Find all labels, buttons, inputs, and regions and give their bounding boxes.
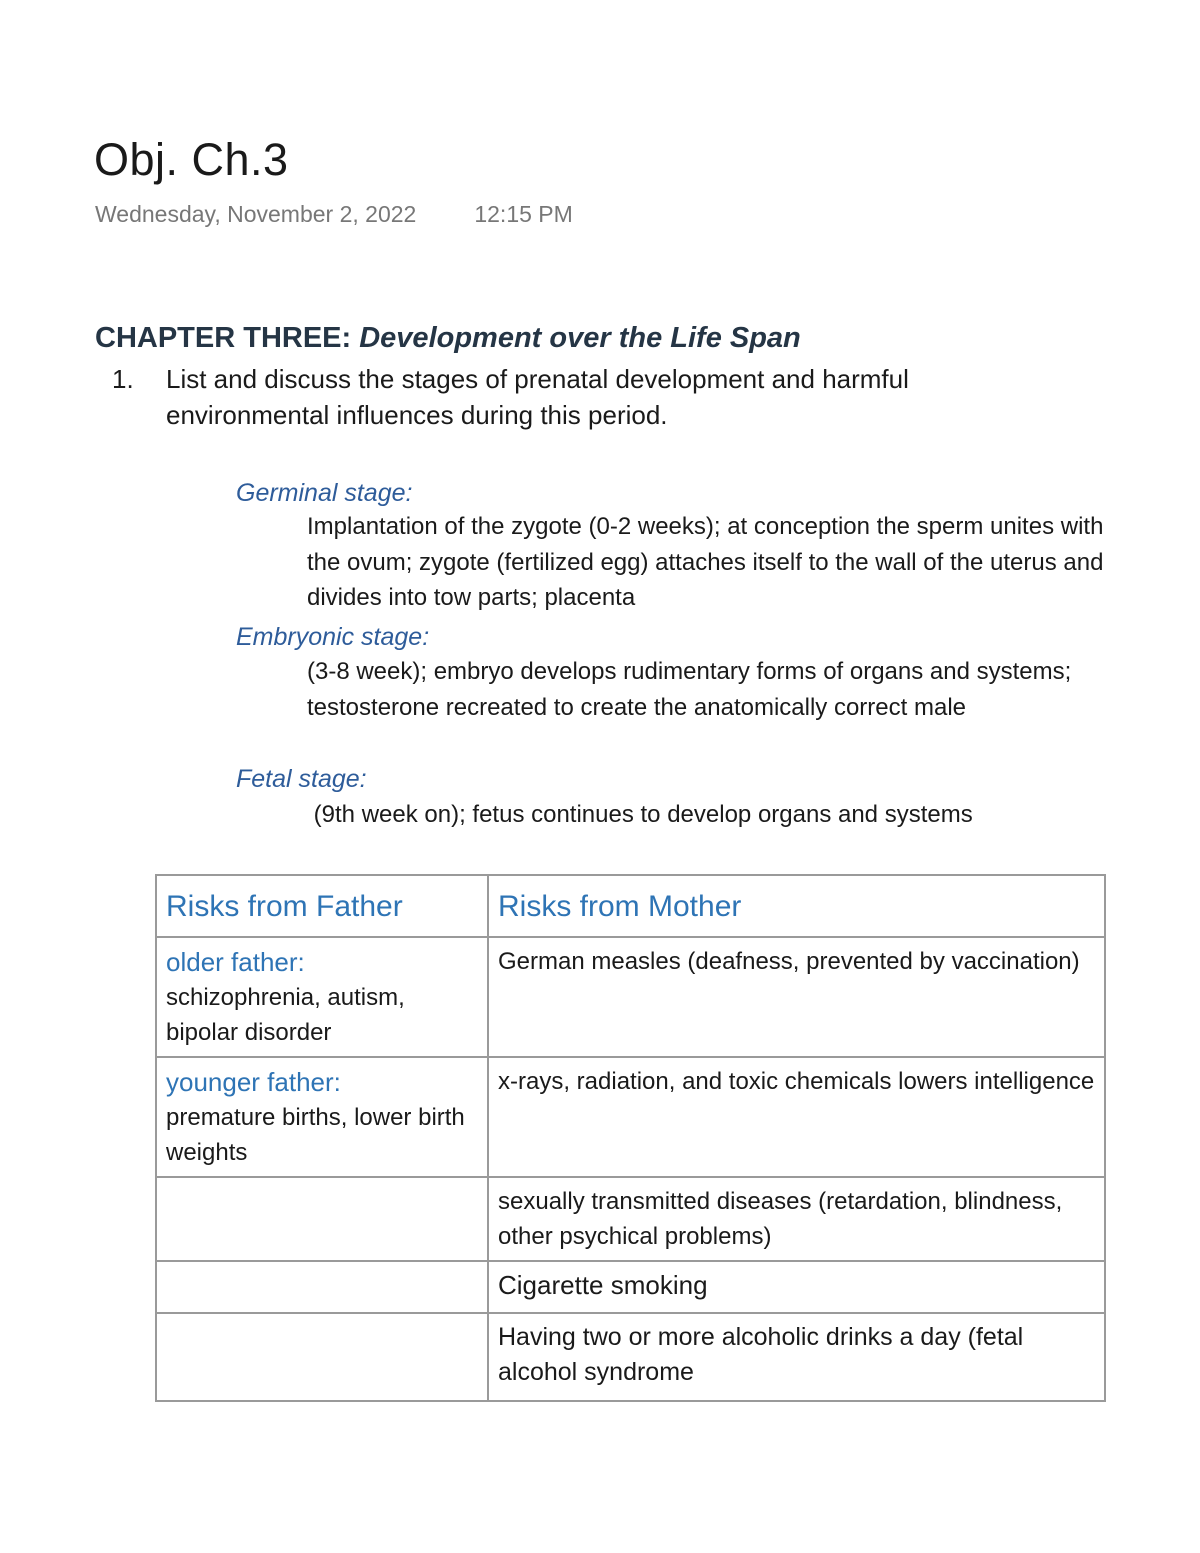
- father-cell: [156, 1057, 488, 1177]
- page-meta: [95, 199, 573, 229]
- stage-heading-fetal: Fetal stage:: [236, 765, 367, 793]
- mother-cell: x-rays, radiation, and toxic chemicals lowers intelligence: [488, 1057, 1105, 1177]
- stage-body-fetal: (9th week on); fetus continues to develop organs and systems: [307, 801, 973, 828]
- objective-text: List and discuss the stages of prenatal development and harmful environmental influences during this period.: [166, 364, 909, 430]
- chapter-label: CHAPTER THREE:: [95, 322, 352, 354]
- stage-body-germinal: Implantation of the zygote (0-2 weeks); at conception the sperm unites with the ovum; zygote (fertilized egg) attaches itself to the wall of the uterus and divides into tow parts; placenta: [307, 513, 1104, 611]
- mother-cell: Cigarette smoking: [488, 1261, 1105, 1313]
- chapter-heading: [95, 320, 801, 356]
- table-row: [156, 1177, 1105, 1261]
- father-cell: [156, 1313, 488, 1401]
- table-header-row: [156, 875, 1105, 937]
- stage-body-embryonic: (3-8 week); embryo develops rudimentary forms of organs and systems; testosterone recreated to create the anatomically correct male: [307, 658, 1072, 721]
- table-row: [156, 1057, 1105, 1177]
- objective-number: 1.: [112, 364, 134, 394]
- father-label: older father:: [166, 947, 305, 977]
- father-cell: [156, 1177, 488, 1261]
- mother-cell: sexually transmitted diseases (retardation, blindness, other psychical problems): [488, 1177, 1105, 1261]
- header-risks-mother: Risks from Mother: [488, 875, 1105, 937]
- page-title: Obj. Ch.3: [94, 134, 289, 185]
- stage-heading-embryonic: Embryonic stage:: [236, 623, 430, 651]
- mother-cell: German measles (deafness, prevented by vaccination): [488, 937, 1105, 1057]
- objective-item: [112, 361, 1012, 433]
- table-row: [156, 1261, 1105, 1313]
- mother-cell: Having two or more alcoholic drinks a day (fetal alcohol syndrome: [488, 1313, 1105, 1401]
- father-detail: schizophrenia, autism, bipolar disorder: [166, 984, 405, 1046]
- father-detail: premature births, lower birth weights: [166, 1104, 465, 1166]
- risk-table: [155, 874, 1106, 1402]
- father-cell: [156, 1261, 488, 1313]
- father-label: younger father:: [166, 1067, 341, 1097]
- table-row: [156, 1313, 1105, 1401]
- stage-heading-germinal: Germinal stage:: [236, 479, 413, 507]
- page-time: 12:15 PM: [474, 201, 573, 227]
- table-row: [156, 937, 1105, 1057]
- chapter-subtitle: Development over the Life Span: [359, 322, 801, 354]
- header-risks-father: Risks from Father: [156, 875, 488, 937]
- father-cell: [156, 937, 488, 1057]
- page-date: Wednesday, November 2, 2022: [95, 201, 417, 227]
